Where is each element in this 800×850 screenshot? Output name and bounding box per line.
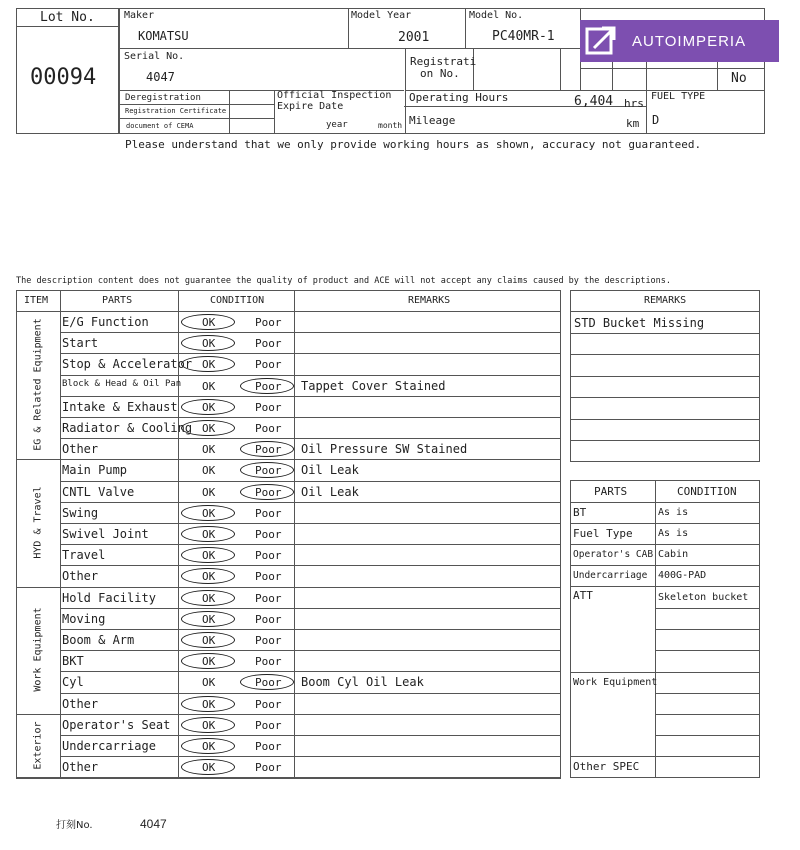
remark-text: Oil Leak: [301, 463, 359, 478]
ok-option: OK: [202, 464, 216, 478]
reg-cert-label: Registration Certificate: [125, 107, 227, 115]
poor-option: Poor: [255, 634, 282, 647]
ok-option: OK: [202, 634, 216, 647]
ok-option: OK: [202, 655, 216, 669]
operating-hours-label: Operating Hours: [409, 91, 509, 104]
poor-option: Poor: [255, 337, 282, 351]
poor-option: Poor: [255, 443, 282, 457]
ok-selected-circle: [181, 632, 235, 648]
ok-selected-circle: [181, 420, 235, 436]
km-unit: km: [626, 117, 640, 130]
part-label: Radiator & Cooling: [62, 421, 193, 435]
remark-text: Tappet Cover Stained: [301, 378, 446, 393]
poor-option: Poor: [255, 400, 282, 414]
maker-value: KOMATSU: [138, 29, 189, 43]
poor-option: Poor: [255, 761, 282, 775]
spec-cab-value: Cabin: [658, 549, 689, 560]
ok-option: OK: [202, 337, 216, 351]
cema-label: document of CEMA: [126, 122, 194, 130]
spec-fuel-label: Fuel Type: [573, 527, 633, 540]
poor-option: Poor: [255, 612, 282, 626]
part-label: BKT: [62, 654, 84, 669]
part-label: Stop & Accelerator: [62, 357, 193, 372]
ok-option: OK: [202, 422, 216, 435]
ok-option: OK: [202, 676, 216, 690]
ok-option: OK: [202, 697, 216, 711]
poor-option: Poor: [255, 570, 282, 584]
part-label: Boom & Arm: [62, 633, 135, 647]
ok-selected-circle: [181, 314, 235, 330]
header-condition: CONDITION: [210, 295, 265, 306]
stamp-no-label: 打刻No.: [56, 820, 93, 831]
inspection-table: [16, 290, 561, 779]
part-label: Main Pump: [62, 463, 128, 478]
disclaimer: The description content does not guarantee the quality of product and ACE will not accept any claims caused by the descriptions.: [16, 276, 672, 286]
group-label: HYD & Travel: [32, 486, 44, 559]
poor-option: Poor: [255, 379, 282, 393]
part-label: Swing: [62, 505, 99, 520]
spec-att-label: ATT: [573, 589, 593, 602]
part-label: CNTL Valve: [62, 484, 135, 499]
spec-work-label: Work Equipment: [573, 677, 658, 688]
ok-option: OK: [202, 400, 216, 414]
poor-option: Poor: [255, 316, 282, 329]
year-label: year: [326, 120, 348, 130]
ok-selected-circle: [181, 738, 235, 754]
remark-text: Oil Leak: [301, 484, 359, 499]
month-label: month: [378, 121, 403, 130]
ok-option: OK: [202, 443, 216, 457]
poor-option: Poor: [255, 676, 282, 690]
group-label: Work Equipment: [32, 607, 44, 692]
part-label: Cyl: [62, 675, 84, 690]
poor-option: Poor: [255, 740, 282, 753]
poor-selected-circle: [240, 378, 294, 394]
part-label: Other: [62, 442, 99, 457]
side-remarks-table: [570, 290, 760, 462]
side-remark-text: STD Bucket Missing: [574, 316, 705, 330]
spec-header-condition: CONDITION: [677, 485, 737, 498]
serial-value: 4047: [146, 70, 175, 84]
poor-option: Poor: [255, 528, 282, 541]
logo-mark-icon: [584, 24, 618, 58]
ok-option: OK: [202, 485, 216, 499]
poor-option: Poor: [255, 506, 282, 520]
part-label: Other: [62, 760, 99, 775]
registration-label-1: Registrati: [410, 55, 477, 68]
part-label: Undercarriage: [62, 739, 156, 753]
ok-option: OK: [202, 761, 216, 775]
inspection-label-1: Official Inspection: [277, 90, 392, 101]
part-label: Swivel Joint: [62, 527, 149, 541]
part-label: Moving: [62, 611, 106, 626]
remark-text: Boom Cyl Oil Leak: [301, 675, 424, 690]
hrs-unit: hrs: [624, 97, 644, 110]
model-year-label: Model Year: [351, 10, 412, 21]
header-item: ITEM: [24, 295, 49, 306]
poor-option: Poor: [255, 655, 282, 669]
autoimperia-logo: [580, 20, 779, 62]
inspection-label-2: Expire Date: [277, 101, 344, 112]
poor-option: Poor: [255, 718, 282, 732]
ok-selected-circle: [181, 505, 235, 521]
ok-option: OK: [202, 528, 216, 541]
logo-text: AUTOIMPERIA: [632, 33, 747, 50]
poor-option: Poor: [255, 464, 282, 478]
spec-other-label: Other SPEC: [573, 760, 640, 773]
group-label: EG & Related Equipment: [32, 318, 44, 451]
operating-hours-value: 6,404: [574, 94, 614, 109]
ok-option: OK: [202, 612, 216, 626]
part-label: Other: [62, 696, 99, 711]
spec-att-value: Skeleton bucket: [658, 592, 749, 603]
ok-option: OK: [202, 316, 216, 329]
part-label: Start: [62, 336, 99, 351]
spec-bt-label: BT: [573, 506, 587, 519]
fuel-type-label: FUEL TYPE: [651, 91, 706, 102]
ok-option: OK: [202, 570, 216, 584]
part-label: Travel: [62, 548, 106, 563]
header-parts: PARTS: [102, 295, 133, 306]
ok-option: OK: [202, 549, 216, 563]
ok-option: OK: [202, 379, 216, 393]
poor-option: Poor: [255, 697, 282, 711]
ok-option: OK: [202, 591, 216, 605]
part-label: E/G Function: [62, 315, 149, 329]
model-no-value: PC40MR-1: [492, 29, 555, 44]
part-label: Block & Head & Oil Pan: [62, 378, 182, 389]
serial-label: Serial No.: [124, 51, 185, 62]
dereg-label: Deregistration: [125, 93, 201, 103]
fuel-type-value: D: [652, 113, 660, 127]
part-label: Hold Facility: [62, 590, 156, 605]
remark-text: Oil Pressure SW Stained: [301, 442, 468, 457]
ac-value: No: [731, 71, 747, 86]
spec-bt-value: As is: [658, 507, 689, 518]
poor-option: Poor: [255, 358, 282, 372]
stamp-no-value: 4047: [140, 817, 167, 831]
ok-selected-circle: [181, 526, 235, 542]
group-label: Exterior: [32, 721, 44, 770]
accuracy-notice: Please understand that we only provide working hours as shown, accuracy not guaranteed.: [125, 138, 702, 151]
poor-selected-circle: [240, 484, 294, 500]
lot-number: 00094: [30, 65, 97, 90]
spec-header-parts: PARTS: [594, 485, 628, 498]
mileage-label: Mileage: [409, 114, 456, 127]
spec-fuel-value: As is: [658, 528, 689, 539]
poor-option: Poor: [255, 485, 282, 499]
part-label: Operator's Seat: [62, 717, 171, 732]
ok-selected-circle: [181, 590, 235, 606]
spec-under-value: 400G-PAD: [658, 570, 707, 581]
ok-option: OK: [202, 740, 216, 753]
poor-option: Poor: [255, 422, 282, 435]
ok-selected-circle: [181, 611, 235, 627]
maker-label: Maker: [124, 10, 155, 21]
lot-label: Lot No.: [40, 10, 95, 25]
model-no-label: Model No.: [469, 10, 524, 21]
part-label: Intake & Exhaust: [62, 399, 178, 414]
spec-cab-label: Operator's CAB: [573, 549, 654, 560]
ok-option: OK: [202, 718, 216, 732]
part-label: Other: [62, 569, 99, 584]
side-remarks-header: REMARKS: [644, 295, 687, 306]
poor-option: Poor: [255, 549, 282, 563]
ok-option: OK: [202, 358, 216, 372]
spec-table: [570, 480, 760, 778]
header-remarks: REMARKS: [408, 295, 451, 306]
model-year-value: 2001: [398, 30, 430, 45]
spec-under-label: Undercarriage: [573, 570, 648, 581]
poor-option: Poor: [255, 591, 282, 605]
registration-label-2: on No.: [420, 67, 460, 80]
ok-option: OK: [202, 506, 216, 520]
ok-selected-circle: [181, 696, 235, 712]
ok-selected-circle: [181, 399, 235, 415]
ok-selected-circle: [181, 717, 235, 733]
